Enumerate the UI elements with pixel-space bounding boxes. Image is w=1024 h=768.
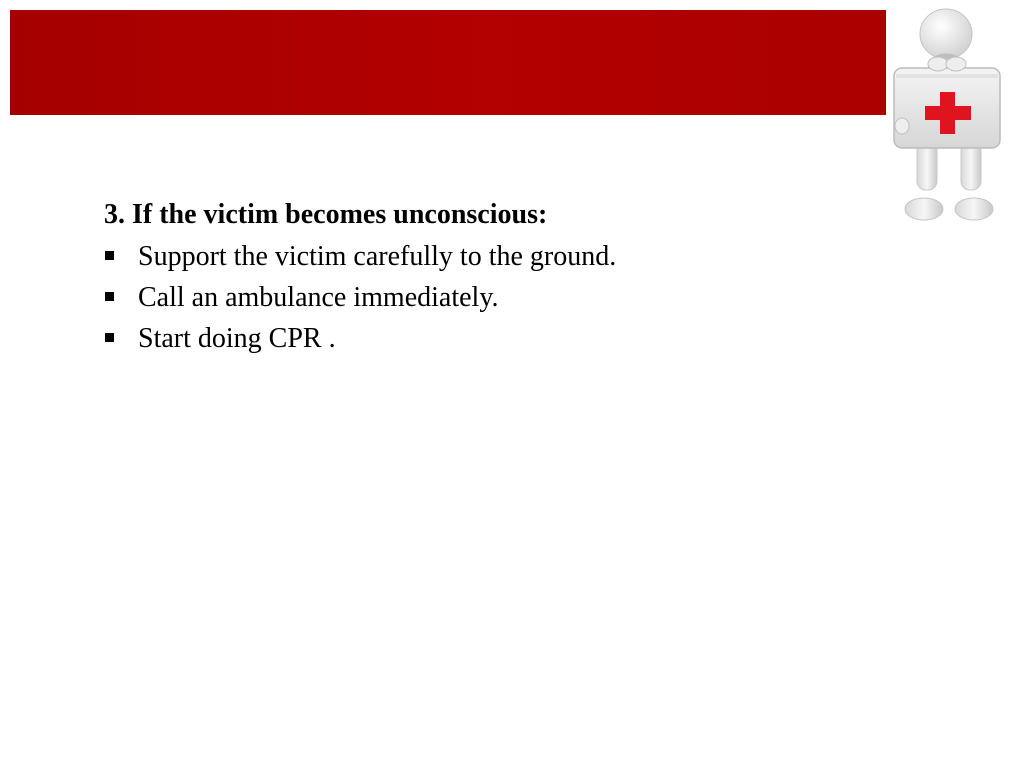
first-aid-person-illustration — [888, 4, 1008, 226]
bullet-text: Support the victim carefully to the ground. — [138, 241, 617, 272]
bullet-list — [104, 236, 864, 359]
square-bullet-icon — [105, 292, 114, 301]
bullet-text: Call an ambulance immediately. — [138, 282, 499, 313]
slide-heading: 3. If the victim becomes unconscious: — [104, 199, 548, 230]
list-item — [104, 277, 864, 318]
square-bullet-icon — [105, 251, 114, 260]
first-aid-person-icon — [888, 4, 1008, 226]
list-item — [104, 318, 864, 359]
header-band — [10, 10, 886, 115]
slide-content — [104, 196, 864, 359]
square-bullet-icon — [105, 333, 114, 342]
bullet-text: Start doing CPR . — [138, 323, 336, 354]
list-item — [104, 236, 864, 277]
